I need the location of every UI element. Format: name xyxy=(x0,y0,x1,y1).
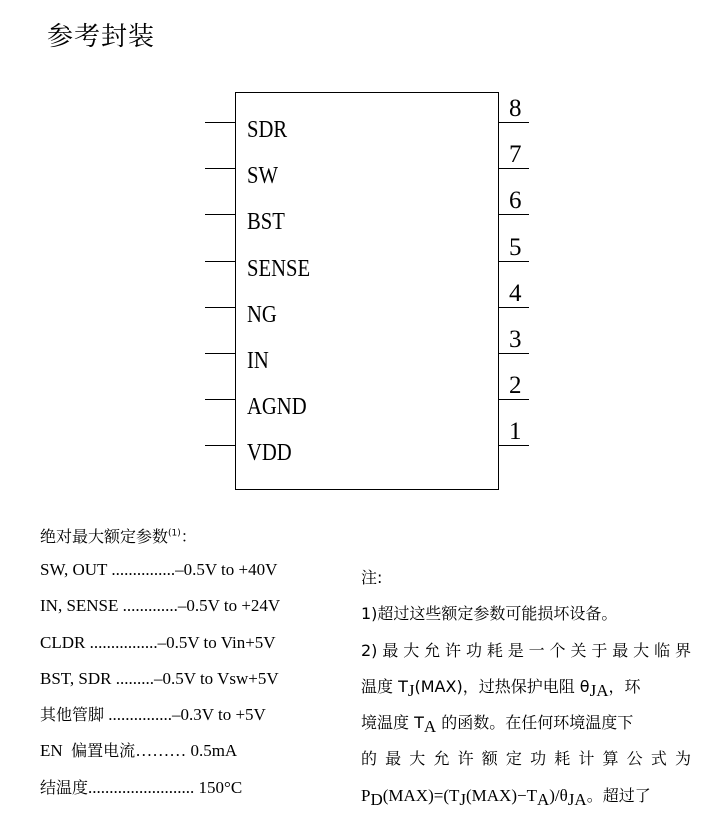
pin-lead xyxy=(205,261,235,262)
pin-lead xyxy=(499,214,529,215)
pin-number: 2 xyxy=(509,372,522,400)
pin-lead xyxy=(205,445,235,446)
pin-lead xyxy=(205,122,235,123)
pin-lead xyxy=(205,307,235,308)
note-2-line-5: $P_D(MAX)=(T_J(MAX)-T_A)/\theta_{JA}$。超过了 xyxy=(361,785,651,809)
pin-lead xyxy=(499,122,529,123)
pin-lead xyxy=(205,214,235,215)
absolute-max-ratings xyxy=(40,524,360,806)
pin-label: SENSE xyxy=(247,255,311,282)
section-title: 参考封装 xyxy=(47,22,156,52)
pin-label: AGND xyxy=(247,394,307,421)
pin-lead xyxy=(499,307,529,308)
pin-lead xyxy=(205,353,235,354)
rating-row-junction-temp: 结温度......................... 150°C xyxy=(40,777,243,797)
pin-number: 4 xyxy=(509,279,522,307)
rating-row-en-bias: EN 偏置电流……… 0.5mA xyxy=(40,741,238,761)
note-2-line-2: 温度 $T_J(MAX)$，过热保护电阻 $\theta_{JA}$，环 xyxy=(361,676,641,701)
pin-lead xyxy=(205,168,235,169)
notes xyxy=(361,560,691,814)
note-2-line-4: 的最大允许额定功耗计算公式为 xyxy=(361,749,691,769)
rating-row-bst-sdr: BST, SDR .........–0.5V to Vsw+5V xyxy=(40,668,279,688)
pin-number: 6 xyxy=(509,187,522,215)
pin-lead xyxy=(499,168,529,169)
pin-label: BST xyxy=(247,209,285,236)
pin-number: 1 xyxy=(509,418,522,446)
note-2-line-3: 境温度 $T_A$ 的函数。在任何环境温度下 xyxy=(361,713,634,737)
pin-lead xyxy=(205,399,235,400)
pin-label: SDR xyxy=(247,117,288,143)
ratings-title: 绝对最大额定参数$^{(1)}$： xyxy=(40,527,197,546)
rating-row-other-pins: 其他管脚 ...............–0.3V to +5V xyxy=(40,705,266,725)
pin-label: VDD xyxy=(247,440,292,467)
pin-label: NG xyxy=(247,301,277,328)
pin-lead xyxy=(499,399,529,400)
pin-number: 7 xyxy=(509,141,522,169)
pin-label: IN xyxy=(247,348,269,374)
pin-number: 8 xyxy=(509,95,522,122)
chip-body xyxy=(235,92,499,490)
rating-row-cldr: CLDR ................–0.5V to Vin+5V xyxy=(40,632,276,652)
rating-row-sw-out: SW, OUT ...............–0.5V to +40V xyxy=(40,560,278,579)
pin-lead xyxy=(499,353,529,354)
notes-heading: 注: xyxy=(361,568,383,587)
rating-row-in-sense: IN, SENSE .............–0.5V to +24V xyxy=(40,596,281,616)
pin-number: 3 xyxy=(509,326,522,353)
pin-label: SW xyxy=(247,163,278,190)
pin-lead xyxy=(499,261,529,262)
pin-number: 5 xyxy=(509,233,522,261)
note-2-line-1: 2)最大允许功耗是一个关于最大临界 xyxy=(361,640,691,660)
note-1: 1)超过这些额定参数可能损坏设备。 xyxy=(361,604,618,624)
pin-lead xyxy=(499,445,529,446)
